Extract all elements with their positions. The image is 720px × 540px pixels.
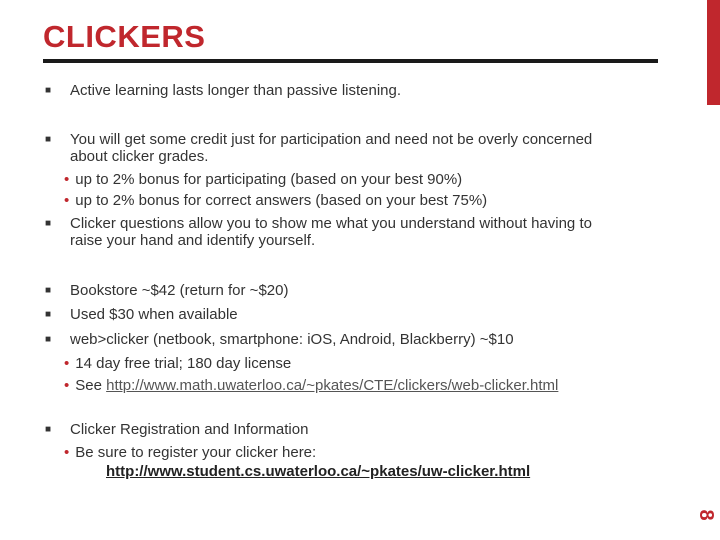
sub-bullet: • 14 day free trial; 180 day license xyxy=(64,355,292,372)
bullet-marker: ■ xyxy=(45,218,52,229)
bullet-marker: ■ xyxy=(45,134,52,145)
bullet-marker: ■ xyxy=(45,309,52,320)
bullet-marker: ■ xyxy=(45,285,52,296)
page-number: 8 xyxy=(695,509,717,521)
sub-bullet-text: up to 2% bonus for correct answers (based on your best 75%) xyxy=(75,192,488,209)
sub-bullet: • up to 2% bonus for correct answers (based on your best 75%) xyxy=(64,192,488,209)
bullet-marker: ■ xyxy=(45,424,52,435)
bullet-text: You will get some credit just for participation and need not be overly concerned xyxy=(70,131,593,148)
uw-clicker-link[interactable]: http://www.student.cs.uwaterloo.ca/~pkates/uw-clicker.html xyxy=(106,463,531,480)
sub-bullet: • up to 2% bonus for participating (based on your best 90%) xyxy=(64,171,463,188)
bullet-marker: ■ xyxy=(45,334,52,345)
sub-bullet-text: up to 2% bonus for participating (based on your best 90%) xyxy=(75,171,463,188)
bullet-marker: ■ xyxy=(45,85,52,96)
sub-bullet: • Be sure to register your clicker here: xyxy=(64,444,317,461)
sub-bullet-text: Be sure to register your clicker here: xyxy=(75,444,317,461)
bullet-text: Used $30 when available xyxy=(70,306,238,323)
bullet-text-continued: about clicker grades. xyxy=(70,148,209,165)
sub-bullet-text: 14 day free trial; 180 day license xyxy=(75,355,292,372)
bullet-text: web>clicker (netbook, smartphone: iOS, Android, Blackberry) ~$10 xyxy=(70,331,514,348)
bullet-text: Active learning lasts longer than passive listening. xyxy=(70,82,402,99)
web-clicker-link[interactable]: http://www.math.uwaterloo.ca/~pkates/CTE/clickers/web-clicker.html xyxy=(106,377,559,394)
sub-bullet-text: See xyxy=(75,377,107,394)
bullet-text: Clicker questions allow you to show me what you understand without having to xyxy=(70,215,592,232)
accent-bar xyxy=(707,0,720,105)
title-rule xyxy=(43,59,658,63)
sub-bullet: • See http://www.math.uwaterloo.ca/~pkates/CTE/clickers/web-clicker.html xyxy=(64,377,559,394)
slide-title: CLICKERS xyxy=(43,19,206,54)
bullet-text-continued: raise your hand and identify yourself. xyxy=(70,232,316,249)
bullet-text: Bookstore ~$42 (return for ~$20) xyxy=(70,282,289,299)
bullet-text: Clicker Registration and Information xyxy=(70,421,309,438)
